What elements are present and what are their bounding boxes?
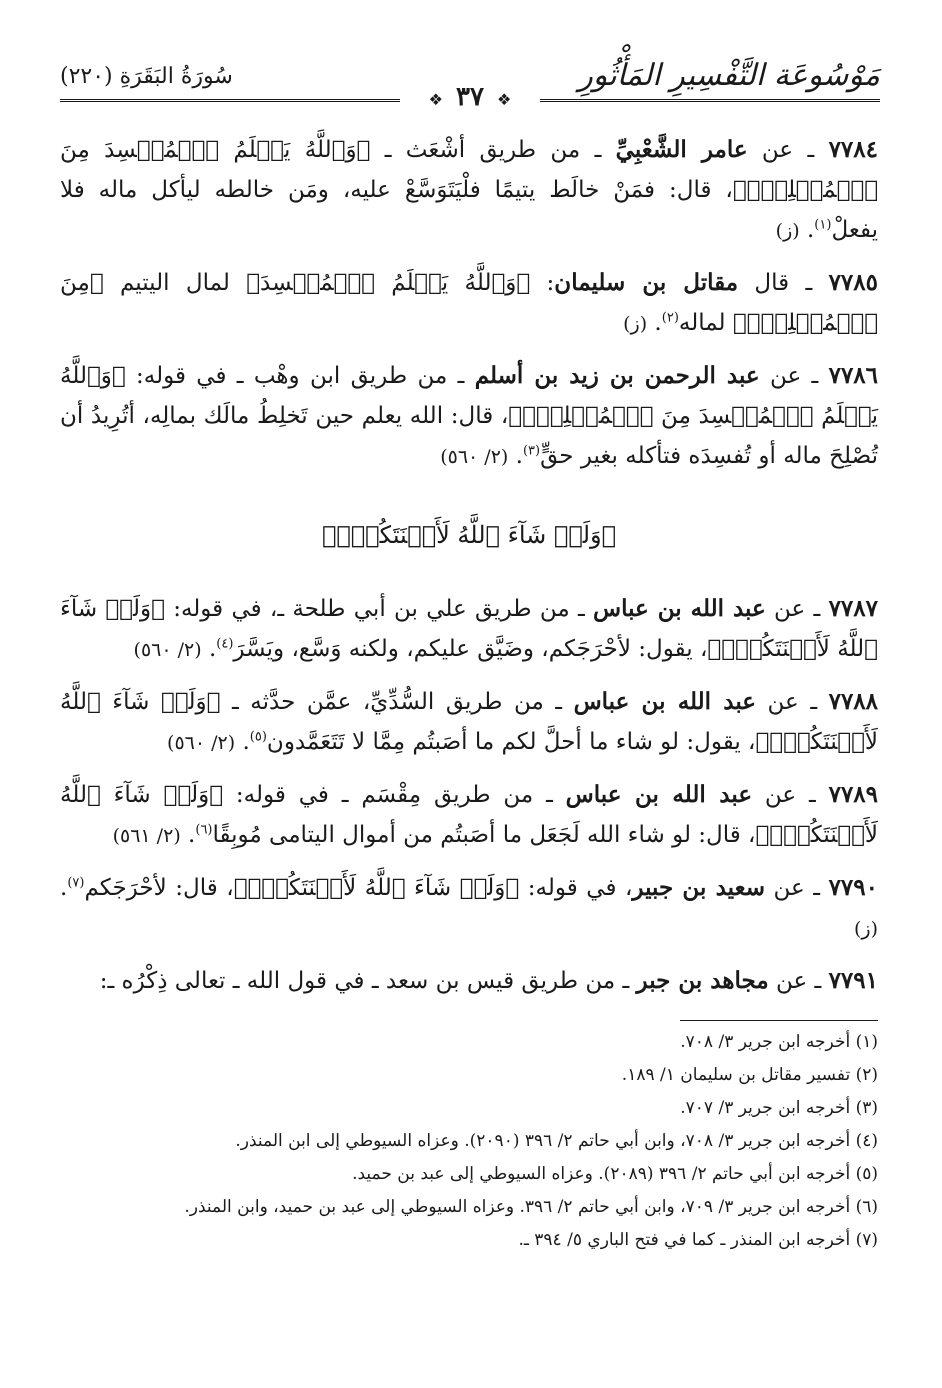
reference-code: (٢/ ٥٦٠)	[440, 446, 509, 468]
reference-code: (٢/ ٥٦٠)	[167, 732, 236, 754]
entry	[60, 589, 878, 670]
entry-text: ، يقول: لو شاء ما أحلَّ لكم ما أصَبتُم مِمَّا لا تَتَعَمَّدون	[266, 729, 756, 755]
entry-number: ٧٧٩١	[828, 967, 878, 994]
quran-quote: ﴿وَلَوۡ شَآءَ ٱللَّهُ لَأَعۡنَتَكُمۡۚ﴾	[60, 782, 878, 848]
narrator-name: عبد الله بن عباس	[593, 595, 766, 622]
page-number: ٣٧	[456, 82, 484, 112]
footnotes	[60, 1030, 878, 1261]
entry	[60, 130, 878, 251]
book-title: مَوْسُوعَة التَّفْسِيرِ المَأْثُورِ	[578, 58, 880, 93]
entry-text: ـ عن	[747, 137, 829, 163]
page-number-block	[400, 82, 540, 112]
entry-number: ٧٧٨٧	[828, 595, 878, 622]
entry-text: ، قال: فمَنْ خالَط يتيمًا فلْيَتَوَسَّعْ عليه، ومَن خالطه ليأكل ماله فلا يفعلْ	[60, 177, 878, 243]
footnote-rule	[680, 1020, 878, 1021]
quran-quote: ﴿وَٱللَّهُ يَعۡلَمُ ٱلۡمُفۡسِدَ﴾	[246, 270, 531, 296]
entry-text: ـ من طريق السُّدِّيِّ، عمَّن حدَّثه ـ	[220, 689, 574, 715]
entry-number: ٧٧٨٩	[828, 781, 879, 808]
narrator-name: سعيد بن جبير	[632, 874, 765, 901]
reference-code: (٢/ ٥٦٠)	[133, 639, 202, 661]
reference-code: (ز)	[775, 220, 800, 242]
entry-text: ـ من طريق قيس بن سعد ـ في قول الله ـ تعالى ذِكْرُه ـ:	[99, 968, 637, 994]
entry	[60, 263, 878, 344]
entry-text: .	[235, 729, 250, 755]
page-header	[60, 48, 880, 118]
footnote-ref: (٥)	[249, 729, 267, 745]
header-rule-left	[60, 99, 400, 102]
entry-text: ـ عن	[756, 689, 829, 715]
narrator-name: عامر الشَّعْبِيِّ	[615, 136, 748, 163]
entry-text: لمال اليتيم	[103, 270, 247, 296]
section-title: ﴿وَلَوۡ شَآءَ ٱللَّهُ لَأَعۡنَتَكُمۡۚ﴾	[321, 521, 617, 549]
ornament-icon: ❖	[428, 90, 443, 109]
entry-number: ٧٧٨٤	[828, 136, 878, 163]
quran-quote: ﴿وَلَوۡ شَآءَ ٱللَّهُ لَأَعۡنَتَكُمۡۚ﴾	[60, 596, 878, 662]
main-text	[60, 130, 878, 1013]
entry-text: ، يقول: لأحْرَجَكم، وضَيَّق عليكم، ولكنه وَسَّع، ويَسَّرَ	[233, 636, 708, 662]
entry-text: ـ من طريق مِقْسَم ـ في قوله:	[223, 782, 566, 808]
quran-quote: ﴿وَلَوۡ شَآءَ ٱللَّهُ لَأَعۡنَتَكُمۡۚ﴾	[233, 875, 520, 901]
entry	[60, 682, 878, 763]
footnote: (٧) أخرجه ابن المنذر ـ كما في فتح الباري ٥/ ٣٩٤ ـ.	[518, 1230, 878, 1250]
entry-text: ، في قوله:	[519, 875, 633, 901]
entry-text: ـ عن	[752, 782, 829, 808]
footnote-ref: (١)	[814, 217, 832, 233]
entry-text: ـ عن	[759, 363, 829, 389]
entry	[60, 961, 878, 1001]
footnote-ref: (٢)	[661, 310, 679, 326]
narrator-name: عبد الله بن عباس	[565, 781, 753, 808]
footnote-ref: (٦)	[195, 822, 213, 838]
entry-text: ـ من طريق أشْعَث ـ	[370, 137, 616, 163]
entry-text: .	[180, 822, 196, 848]
entries-group-1	[60, 130, 878, 477]
entry-text: .	[647, 310, 662, 336]
footnote-ref: (٣)	[522, 443, 541, 459]
reference-code: (ز)	[853, 918, 878, 940]
reference-code: (ز)	[623, 313, 648, 335]
entry-text: .	[508, 443, 523, 469]
footnote: (٣) أخرجه ابن جرير ٣/ ٧٠٧.	[680, 1098, 878, 1118]
entry-text: .	[799, 217, 815, 243]
entry-text: :	[530, 270, 555, 296]
entry-text: ـ عن	[764, 875, 829, 901]
entry-text: .	[201, 636, 217, 662]
reference-code: (٢/ ٥٦١)	[112, 825, 181, 847]
entry-text: ـ عن	[768, 968, 829, 994]
entry-number: ٧٧٨٨	[828, 688, 879, 715]
entry	[60, 356, 878, 477]
footnote-ref: (٤)	[216, 636, 234, 652]
ornament-icon: ❖	[497, 90, 512, 109]
entry-text: ، قال: لو شاء الله لَجَعَل ما أصَبتُم من أموال اليتامى مُوبِقًا	[212, 822, 756, 848]
entry-number: ٧٧٨٥	[828, 269, 878, 296]
footnote: (١) أخرجه ابن جرير ٣/ ٧٠٨.	[680, 1032, 878, 1052]
entry-text: ، قال: الله يعلم حين تَخلِطُ مالَك بمالِه، أتُرِيدُ أن تُصْلِحَ ماله أو تُفسِدَه فتأكله بغير حقٍّ	[60, 403, 878, 469]
footnote: (٥) أخرجه ابن أبي حاتم ٢/ ٣٩٦ (٢٠٨٩). وعزاه السيوطي إلى عبد بن حميد.	[352, 1164, 878, 1184]
quran-quote: ﴿وَلَوۡ شَآءَ ٱللَّهُ لَأَعۡنَتَكُمۡۚ﴾	[60, 689, 878, 755]
narrator-name: مجاهد بن جبر	[636, 967, 769, 994]
entry-text: ـ من طريق ابن وهْب ـ في قوله:	[125, 363, 475, 389]
footnote: (٤) أخرجه ابن جرير ٣/ ٧٠٨، وابن أبي حاتم ٢/ ٣٩٦ (٢٠٩٠). وعزاه السيوطي إلى ابن المنذر.	[235, 1131, 878, 1151]
entry-text: لماله	[678, 310, 733, 336]
entry	[60, 775, 878, 856]
footnote-ref: (٧)	[67, 875, 85, 891]
surah-name: سُورَةُ البَقَرَةِ (٢٢٠)	[60, 64, 233, 89]
entry-text: ـ قال	[738, 270, 829, 296]
narrator-name: عبد الرحمن بن زيد بن أسلم	[474, 362, 760, 389]
quran-quote: ﴿وَٱللَّهُ يَعۡلَمُ ٱلۡمُفۡسِدَ مِنَ ٱلۡمُصۡلِحِۚ﴾	[60, 363, 879, 429]
narrator-name: مقاتل بن سليمان	[554, 269, 739, 296]
entry-text: ـ من طريق علي بن أبي طلحة ـ، في قوله:	[164, 596, 594, 622]
entry-number: ٧٧٩٠	[828, 874, 878, 901]
entry-text: .	[60, 875, 68, 901]
entry-number: ٧٧٨٦	[828, 362, 879, 389]
header-rule-right	[540, 99, 880, 102]
entry-text: ـ عن	[765, 596, 829, 622]
quran-quote: ﴿مِنَ ٱلۡمُصۡلِحِۚ﴾	[60, 270, 878, 336]
entry-text: ، قال: لأحْرَجَكم	[84, 875, 234, 901]
entries-group-2	[60, 589, 878, 1001]
narrator-name: عبد الله بن عباس	[573, 688, 757, 715]
quran-quote: ﴿وَٱللَّهُ يَعۡلَمُ ٱلۡمُفۡسِدَ مِنَ ٱلۡمُصۡلِحِۚ﴾	[60, 137, 878, 203]
footnote: (٢) تفسير مقاتل بن سليمان ١/ ١٨٩.	[621, 1065, 878, 1085]
footnote: (٦) أخرجه ابن جرير ٣/ ٧٠٩، وابن أبي حاتم ٢/ ٣٩٦. وعزاه السيوطي إلى عبد بن حميد، وابن المنذر.	[184, 1197, 878, 1217]
entry	[60, 868, 878, 949]
